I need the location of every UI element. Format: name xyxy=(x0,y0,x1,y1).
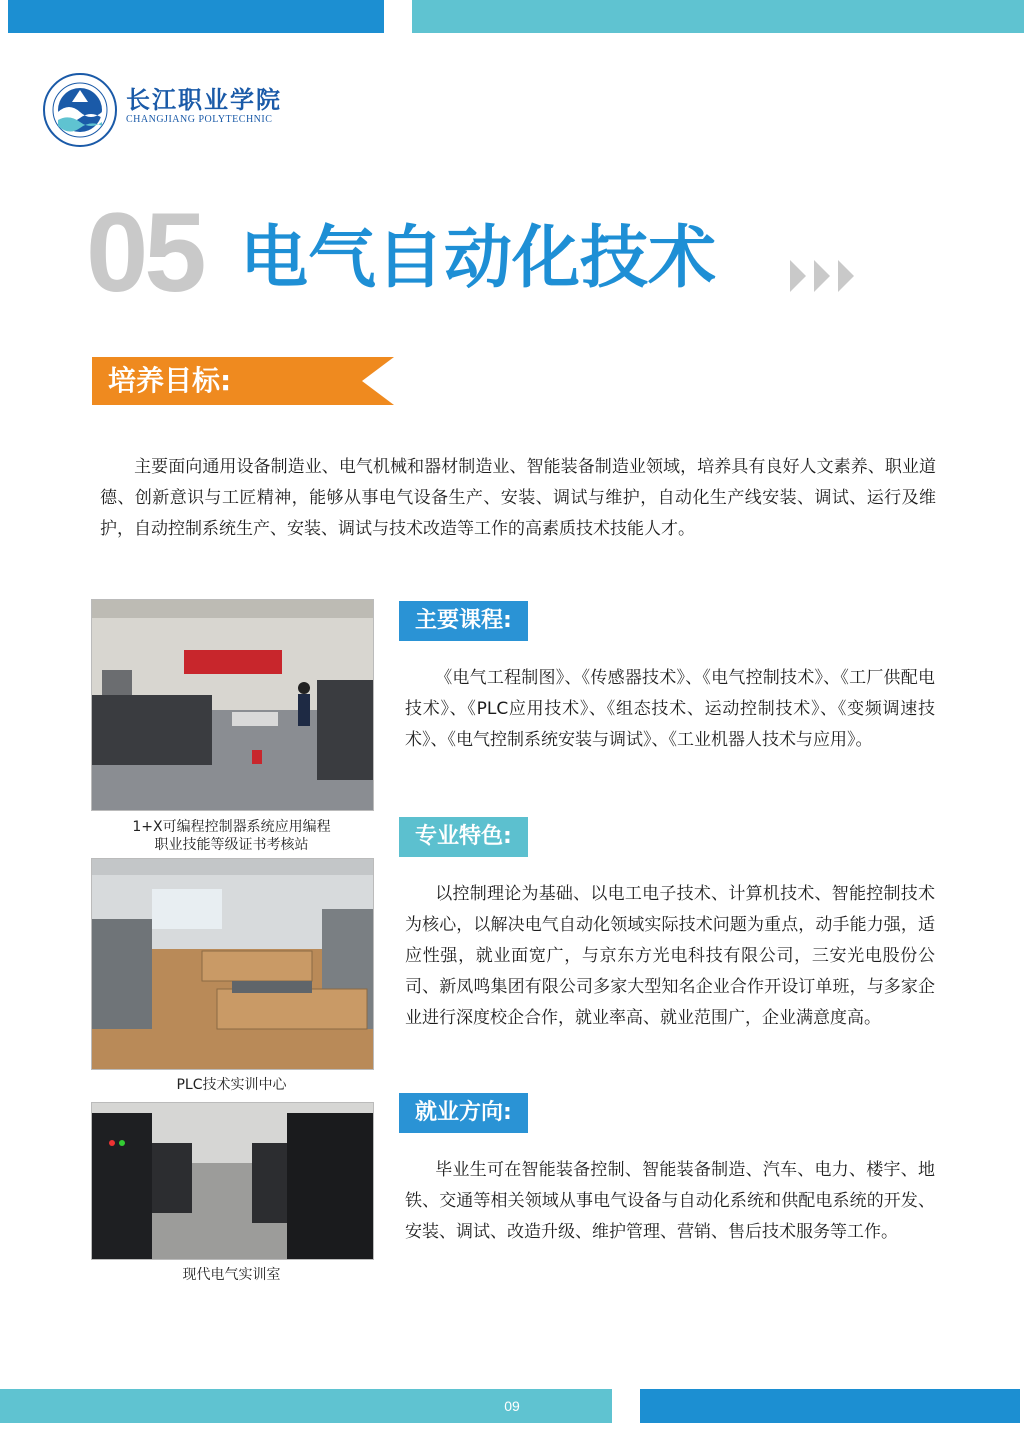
photo-caption xyxy=(91,1266,372,1284)
courses-text xyxy=(405,663,935,756)
page-title: 电气自动化技术 xyxy=(240,219,717,298)
caption-line: PLC技术实训中心 xyxy=(176,1077,287,1093)
school-name-en: CHANGJIANG POLYTECHNIC xyxy=(126,114,273,125)
features-label: 专业特色: xyxy=(399,817,528,857)
school-name-cn: 长江职业学院 xyxy=(126,85,282,114)
caption-line: 现代电气实训室 xyxy=(182,1267,281,1283)
caption-line: 1+X可编程控制器系统应用编程 xyxy=(132,819,331,835)
employment-label: 就业方向: xyxy=(399,1093,528,1133)
photo-plc-center xyxy=(91,858,374,1070)
employment-text xyxy=(405,1155,935,1248)
chevron-right-icon xyxy=(790,258,860,294)
top-bar-blue xyxy=(8,0,384,33)
objective-text xyxy=(100,452,936,545)
page-number: 09 xyxy=(504,1398,520,1414)
courses-label: 主要课程: xyxy=(399,601,528,641)
objective-label: 培养目标: xyxy=(108,364,232,397)
top-bar-teal xyxy=(412,0,1024,33)
photo-electrical-lab xyxy=(91,1102,374,1260)
employment-paragraph: 毕业生可在智能装备控制、智能装备制造、汽车、电力、楼宇、地铁、交通等相关领域从事电气设备与自动化系统和供配电系统的开发、安装、调试、改造升级、维护管理、营销、售后技术服务等工作。 xyxy=(405,1160,935,1242)
objective-paragraph: 主要面向通用设备制造业、电气机械和器材制造业、智能装备制造业领域，培养具有良好人文素养、职业道德、创新意识与工匠精神，能够从事电气设备生产、安装、调试与维护，自动化生产线安装、调试、运行及维护，自动控制系统生产、安装、调试与技术改造等工作的高素质技术技能人才。 xyxy=(100,457,936,539)
photo-exam-station xyxy=(91,599,374,811)
features-text xyxy=(405,879,935,1034)
school-logo-icon xyxy=(42,72,118,148)
courses-paragraph: 《电气工程制图》、《传感器技术》、《电气控制技术》、《工厂供配电技术》、《PLC应用技术》、《组态技术、运动控制技术》、《变频调速技术》、《电气控制系统安装与调试》、《工业机器人技术与应用》。 xyxy=(405,668,935,750)
caption-line: 职业技能等级证书考核站 xyxy=(154,837,309,853)
photo-caption xyxy=(91,818,372,854)
features-paragraph: 以控制理论为基础、以电工电子技术、计算机技术、智能控制技术为核心，以解决电气自动化领域实际技术问题为重点，动手能力强，适应性强，就业面宽广，与京东方光电科技有限公司，三安光电股份公司、新凤鸣集团有限公司多家大型知名企业合作开设订单班，与多家企业进行深度校企合作，就业率高、就业范围广，企业满意度高。 xyxy=(405,884,935,1028)
section-number: 05 xyxy=(86,190,203,315)
photo-caption xyxy=(91,1076,372,1094)
